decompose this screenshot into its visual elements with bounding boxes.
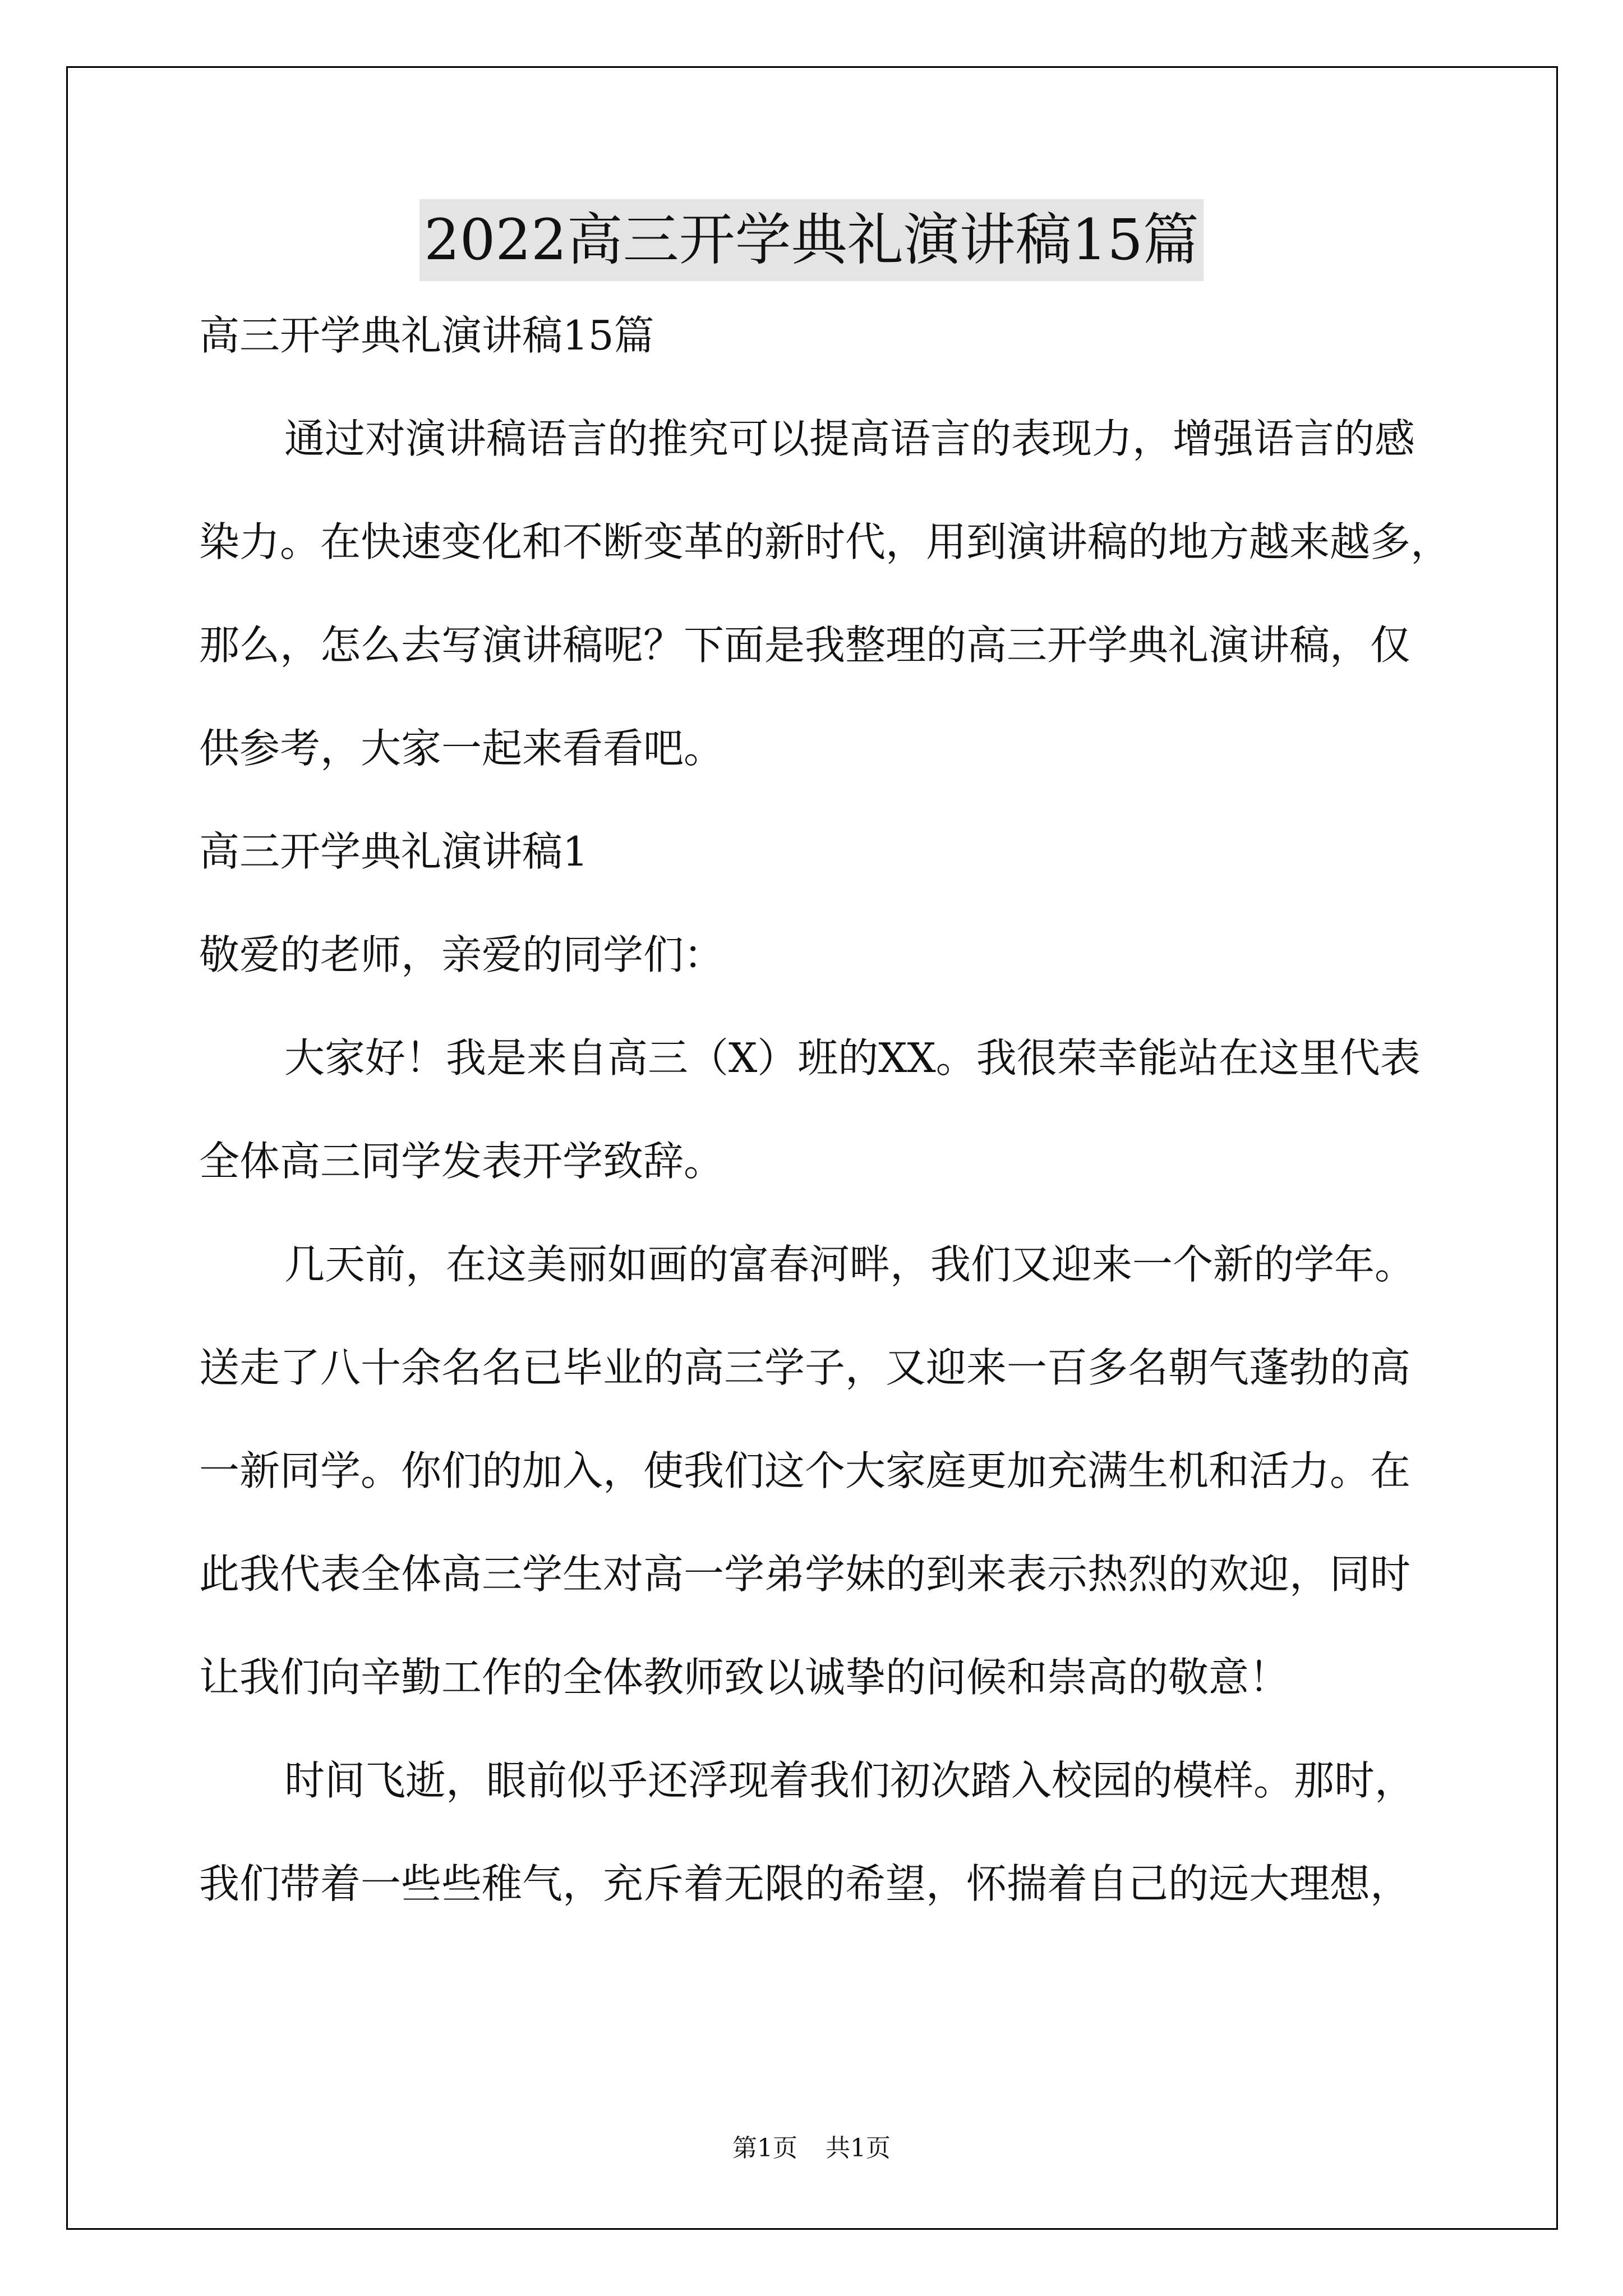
text-line: 我们带着一些些稚气，充斥着无限的希望，怀揣着自己的远大理想， (199, 1860, 1411, 1907)
text-line: 让我们向辛勤工作的全体教师致以诚挚的问候和崇高的敬意！ (199, 1654, 1290, 1701)
text-line: 高三开学典礼演讲稿15篇 (199, 312, 654, 359)
title-container (0, 199, 1623, 281)
text-line: 染力。在快速变化和不断变革的新时代，用到演讲稿的地方越来越多， (199, 518, 1451, 565)
text-line: 那么，怎么去写演讲稿呢？下面是我整理的高三开学典礼演讲稿，仅 (199, 622, 1411, 669)
page-footer (0, 2132, 1623, 2165)
text-line: 几天前，在这美丽如画的富春河畔，我们又迎来一个新的学年。 (284, 1241, 1415, 1288)
text-line: 时间飞逝，眼前似乎还浮现着我们初次踏入校园的模样。那时， (284, 1757, 1415, 1804)
text-line: 全体高三同学发表开学致辞。 (199, 1138, 725, 1185)
text-line: 通过对演讲稿语言的推究可以提高语言的表现力，增强语言的感 (284, 415, 1415, 462)
text-line: 大家好！我是来自高三（X）班的XX。我很荣幸能站在这里代表 (284, 1034, 1421, 1082)
document-body (199, 310, 1451, 1961)
text-line: 敬爱的老师，亲爱的同学们： (199, 931, 725, 978)
text-line: 供参考，大家一起来看看吧。 (199, 725, 725, 772)
text-line: 高三开学典礼演讲稿1 (199, 828, 588, 875)
page-number-total: 共1页 (826, 2134, 891, 2162)
text-line: 此我代表全体高三学生对高一学弟学妹的到来表示热烈的欢迎，同时 (199, 1550, 1411, 1598)
text-line: 送走了八十余名名已毕业的高三学子，又迎来一百多名朝气蓬勃的高 (199, 1344, 1411, 1391)
document-title: 2022高三开学典礼演讲稿15篇 (419, 199, 1204, 281)
text-line: 一新同学。你们的加入，使我们这个大家庭更加充满生机和活力。在 (199, 1447, 1411, 1494)
page-number-current: 第1页 (732, 2134, 797, 2162)
